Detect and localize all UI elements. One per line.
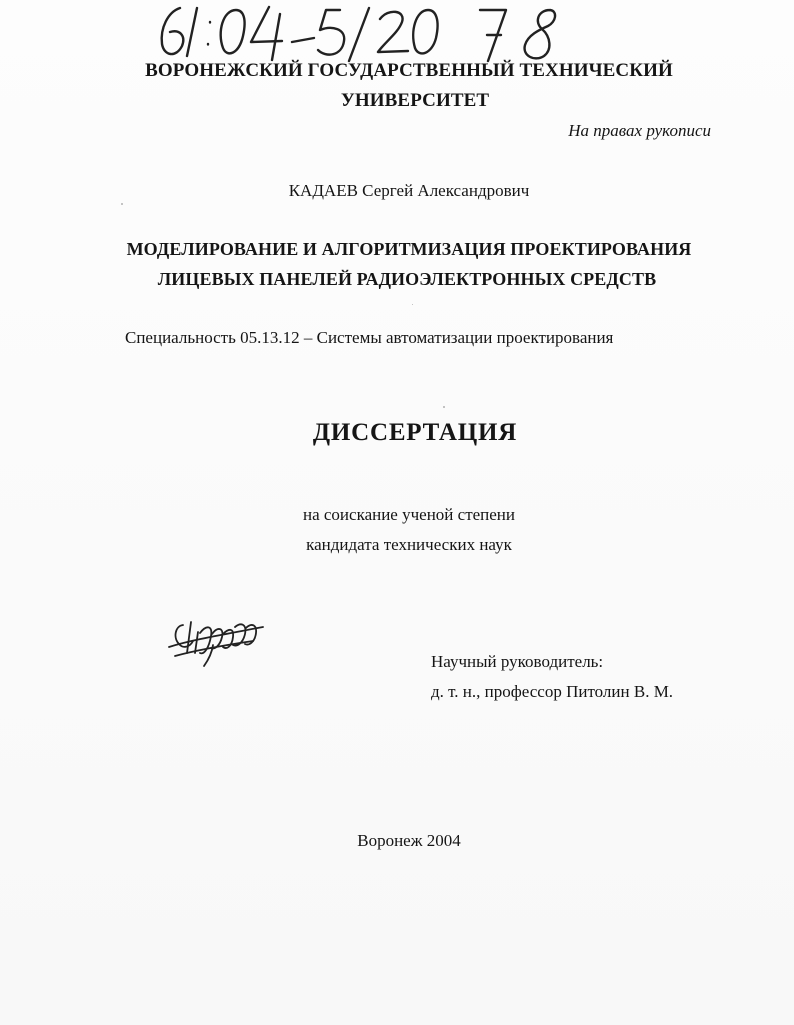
dissertation-label: ДИССЕРТАЦИЯ [312, 419, 518, 446]
dissertation-title-line2: ЛИЦЕВЫХ ПАНЕЛЕЙ РАДИОЭЛЕКТРОННЫХ СРЕДСТВ [157, 269, 657, 289]
scan-speck [412, 304, 413, 305]
university-name-line2: УНИВЕРСИТЕТ [340, 90, 490, 111]
specialty-line: Специальность 05.13.12 – Системы автоматизации проектирования [125, 328, 614, 347]
handwritten-signature [165, 610, 270, 672]
scan-speck [443, 406, 445, 408]
author-name: КАДАЕВ Сергей Александрович [288, 181, 530, 200]
university-name-line1: ВОРОНЕЖСКИЙ ГОСУДАРСТВЕННЫЙ ТЕХНИЧЕСКИЙ [145, 60, 673, 81]
city-year: Воронеж 2004 [357, 831, 461, 850]
advisor-name: д. т. н., профессор Питолин В. М. [431, 682, 674, 701]
advisor-label: Научный руководитель: [431, 652, 604, 671]
manuscript-rights-note: На правах рукописи [568, 121, 711, 140]
scan-speck [121, 203, 123, 205]
degree-line1: на соискание ученой степени [302, 505, 516, 524]
dissertation-title-line1: МОДЕЛИРОВАНИЕ И АЛГОРИТМИЗАЦИЯ ПРОЕКТИРОВАНИЯ [126, 239, 692, 259]
degree-line2: кандидата технических наук [306, 535, 512, 554]
